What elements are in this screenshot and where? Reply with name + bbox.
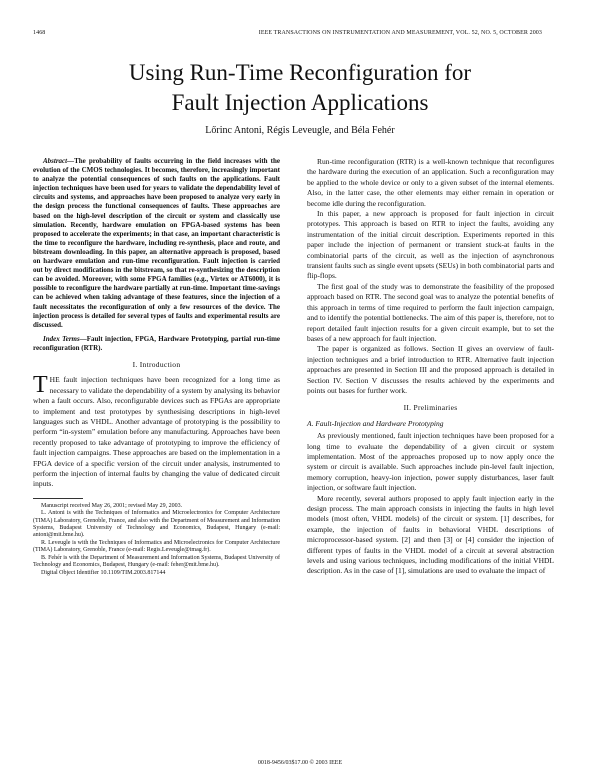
intro-paragraph — [33, 372, 280, 489]
abstract-text: The probability of faults occurring in the field increases with the evolution of the CMOS technologies. It becomes, therefore, increasingly important to analyze the potential consequences of such faults on the applications. Fault injection techniques have been used for years to validate the dependability level of circuits and systems, and approaches have been proposed to analyze very early in the design process the functional consequences of faults. These approaches are based on the high-level description of the circuit or system and classically use simulation. Recently, hardware emulation on FPGA-based systems has been proposed to accelerate the experiments; in that case, an important characteristic is the time to reconfigure the hardware, including re-synthesis, place and route, and bitstream downloading. In this paper, an alternative approach is proposed, based on hardware emulation and run-time reconfiguration. Fault injection is carried out by direct modifications in the bitstream, so that re-synthesizing the description can be avoided. Moreover, with some FPGA families (e.g., Virtex or AT6000), it is possible to reconfigure the hardware partially at run-time. Important time-savings can be achieved when taking advantage of these features, since the injection of a fault necessitates the reconfiguration of only a few resources of the device. The injection process is detailed for several types of faults and experimental results are discussed. — [33, 157, 280, 329]
title-line-2: Fault Injection Applications — [171, 90, 429, 115]
paragraph-recent: More recently, several authors proposed to apply fault injection early in the design process. The main approach consists in injecting the faults in high level models (most often, VHDL models) of the circuit or system. [1] describes, for example, the injection of faults in behavioral VHDL descriptions of microprocessor-based system. [2] and then [3] or [4] consider the injection of different types of faults in the VHDL model of a circuit at several abstraction levels and using various techniques, including modifications of the initial VHDL description. As in the case of [1], simulations are used to evaluate the impact of — [307, 493, 554, 576]
abstract-label: Abstract— — [43, 157, 75, 165]
footnote-received: Manuscript received May 26, 2001; revised May 29, 2003. — [41, 502, 183, 509]
authors: Lőrinc Antoni, Régis Leveugle, and Béla Fehér — [205, 125, 395, 136]
page-number: 1468 — [33, 30, 46, 36]
journal-name: IEEE TRANSACTIONS ON INSTRUMENTATION AND MEASUREMENT, VOL. 52, NO. 5, OCTOBER 2003 — [258, 30, 542, 36]
paragraph-approach: In this paper, a new approach is proposed for fault injection in circuit prototypes. This approach is based on RTR to inject the faults, avoiding any instrumentation of the initial circuit description. Experiments reported in this paper include the injection of permanent or transient stuck-at faults in the combinatorial parts of the circuit, as well as the injection of asynchronous transient faults such as single event upsets (SEUs) in both combinatorial parts and flip-flops. — [307, 209, 554, 281]
section-heading-introduction: I. Introduction — [132, 359, 181, 369]
footnote-rule — [33, 498, 83, 499]
footnote-leveugle: R. Leveugle is with the Techniques of Informatics and Microelectronics for Computer Architecture (TIMA) Laboratory, Grenoble, France (e-mail: Regis.Leveugle@imag.fr). — [33, 539, 280, 554]
footnotes — [33, 503, 280, 577]
copyright-line: 0018-9456/03$17.00 © 2003 IEEE — [257, 760, 343, 766]
index-terms — [33, 335, 280, 353]
paragraph-rtr: Run-time reconfiguration (RTR) is a well-known technique that reconfigures the hardware during the execution of an application. Such a reconfiguration may be applied to the whole device or only to a given subset of the internal elements. Also, in the latter case, the other elements may either remain in operation or become idle during the reconfiguration. — [307, 157, 554, 208]
paper-title — [60, 58, 540, 118]
abstract — [33, 157, 280, 330]
footnote-feher: B. Fehér is with the Department of Measurement and Information Systems, Budapest University of Technology and Economics, Budapest, Hungary (e-mail: feher@mit.bme.hu). — [33, 554, 280, 569]
paragraph-previous: As previously mentioned, fault injection techniques have been proposed for a long time to evaluate the dependability of a given circuit or system implementation. Most of the approaches proposed up to now apply once the system or circuit is available. Such approaches include pin-level fault injection, memory corruption, heavy-ion injection, power supply disturbances, laser fault injection, or software fault injection. — [307, 431, 554, 493]
index-terms-label: Index Terms— — [43, 334, 87, 343]
running-header — [33, 30, 542, 40]
drop-cap: T — [33, 372, 48, 399]
subsection-heading-fault-injection: A. Fault-Injection and Hardware Prototyping — [307, 418, 444, 428]
index-terms-text: Fault injection, FPGA, Hardware Prototyping, partial run-time reconfiguration (RTR). — [33, 334, 281, 352]
left-column — [33, 157, 280, 577]
title-line-1: Using Run-Time Reconfiguration for — [128, 60, 472, 85]
right-column — [307, 157, 554, 577]
paragraph-organization: The paper is organized as follows. Section II gives an overview of fault-injection techniques and a brief introduction to RTR. Alternative fault injection approaches are presented in Section III and the proposed approach is detailed in Section IV. Section V discusses the results achieved by the experiments and points out bases for further work. — [307, 344, 554, 395]
section-heading-preliminaries: II. Preliminaries — [403, 403, 458, 413]
intro-text: HE fault injection techniques have been recognized for a long time as necessary to validate the dependability of a system by analysing its behavior when a fault occurs. Also, reconfigurable devices such as FPGAs are appropriate to implement and test prototypes by synthesising descriptions in high-level languages such as VHDL. Another advantage of prototyping is the possibility to perform “in-system” emulation before any manufacturing. Approaches have been recently proposed to take advantage of prototyping to improve the efficiency of fault injection campaigns. These approaches are based on the implementation in a FPGA device of a specific version of the circuit under analysis, instrumented to perform the injection of internal faults by changing the value of dedicated circuit inputs. — [33, 375, 280, 489]
footnote-doi: Digital Object Identifier 10.1109/TIM.2003.817144 — [41, 569, 166, 576]
footnote-antoni: L. Antoni is with the Techniques of Informatics and Microelectronics for Computer Architecture (TIMA) Laboratory, Grenoble, France, and also with the Department of Measurement and Information Systems, Budapest University of Technology and Economics, Budapest, Hungary (e-mail: antoni@mit.bme.hu). — [33, 510, 280, 539]
paragraph-goals: The first goal of the study was to demonstrate the feasibility of the proposed approach based on RTR. The second goal was to analyze the potential benefits of this approach in terms of time required to perform the fault injection campaign, and to identify the potential bottlenecks. The aim of this paper is, therefore, not to report detailed fault injection results for a given circuit example, but to set the bases of a new approach for fault injection. — [307, 281, 554, 343]
